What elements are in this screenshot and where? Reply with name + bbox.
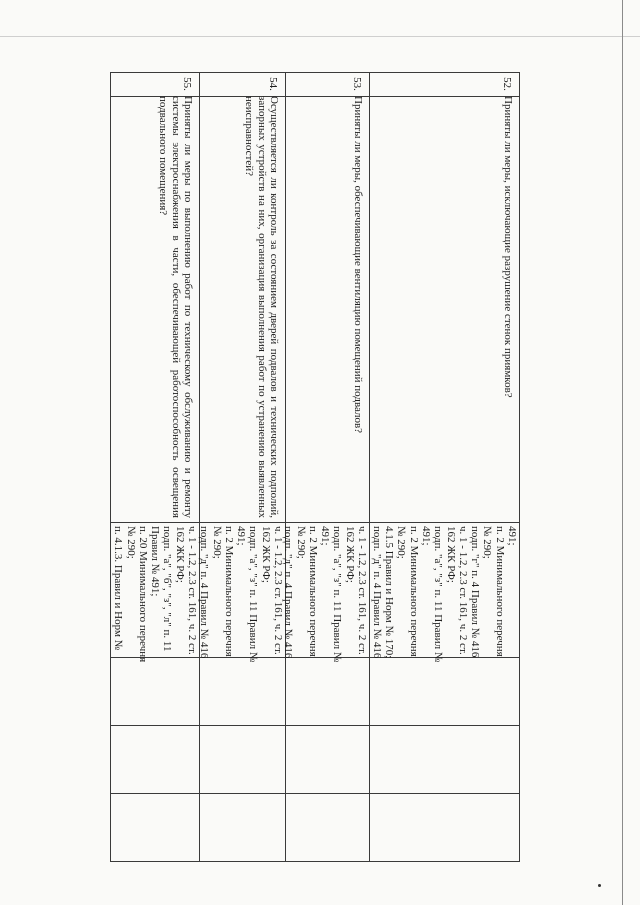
answer-cell: [200, 657, 286, 725]
ref-line: подп. "а", "з" п. 11 Правил №: [432, 526, 445, 663]
answer-cell: [370, 657, 520, 725]
ref-line: 491;: [506, 526, 518, 546]
ref-line: подп. "а", "з" п. 11 Правил №: [247, 526, 260, 663]
ref-line: п. 2 Минимального перечня: [222, 526, 235, 657]
answer-cell: [200, 725, 286, 793]
ref-line: Правил № 491;: [149, 526, 162, 597]
page-margin-line: [622, 0, 623, 905]
ref-line: п. 4.1.3. Правил и Норм №: [112, 526, 125, 651]
ref-line: № 290;: [124, 526, 137, 559]
ref-line: ч. 1 - 1.2, 2.3 ст. 161, ч. 2 ст.: [456, 526, 469, 655]
ref-line: п. 2 Минимального перечня: [407, 526, 420, 657]
ref-line: 491;: [319, 526, 332, 546]
answer-cell: [370, 793, 520, 862]
ref-line: 162 ЖК РФ;: [173, 526, 186, 583]
ref-line: подп. "г" п. 4 Правил № 416: [469, 526, 482, 658]
row-legal-refs: [198, 522, 286, 663]
table-row: [111, 72, 200, 862]
ref-line: 4.1.5 Правил и Норм № 170;: [383, 526, 396, 659]
ref-line: № 290;: [395, 526, 408, 559]
answer-cell: [286, 657, 370, 725]
answer-cell: [370, 725, 520, 793]
ref-line: п. 20 Минимального перечня: [136, 526, 149, 663]
ref-line: подп. "а", "б", "з", "л" п. 11: [161, 526, 174, 652]
row-legal-refs: [111, 522, 200, 663]
ref-line: 491;: [419, 526, 432, 546]
ref-line: 491;: [235, 526, 248, 546]
ref-line: подп. "а", "з" п. 11 Правил №: [331, 526, 344, 663]
row-question: Приняты ли меры, исключающие разрушение стенок приямков?: [502, 96, 514, 398]
row-number: 53.: [351, 77, 363, 91]
answer-cell: [111, 725, 200, 793]
table-row: [282, 72, 370, 862]
row-number: 55.: [181, 77, 193, 91]
ref-line: 162 ЖК РФ;: [259, 526, 272, 583]
ref-line: п. 2 Минимального перечня: [306, 526, 319, 657]
ref-line: ч. 1 - 1.2, 2.3 ст. 161, ч. 2 ст.: [356, 526, 368, 655]
ref-line: ч. 1 - 1.2, 2.3 ст. 161, ч. 2 ст.: [272, 526, 284, 655]
answer-cell: [200, 793, 286, 862]
checklist-table: [110, 72, 520, 862]
answer-cell: [111, 657, 200, 725]
answer-cell: [286, 725, 370, 793]
ref-line: № 290;: [210, 526, 223, 559]
scan-edge-line: [0, 36, 640, 37]
table-row: [200, 72, 286, 862]
answer-cell: [286, 793, 370, 862]
row-question: Приняты ли меры по выполнению работ по техническому обслуживанию и ремонту системы электроснабжения в части, обеспечивающей работоспособность освещения подвального помещения?: [157, 96, 194, 518]
ref-line: 162 ЖК РФ;: [444, 526, 457, 583]
ref-line: № 290;: [481, 526, 494, 559]
row-question: Приняты ли меры, обеспечивающие вентиляцию помещений подвалов?: [352, 96, 364, 434]
row-number: 52.: [501, 77, 513, 91]
scan-speck: [598, 884, 601, 887]
row-legal-refs: [370, 522, 520, 663]
table-row: [370, 72, 520, 862]
ref-line: 162 ЖК РФ;: [343, 526, 356, 583]
row-question: Осуществляется ли контроль за состоянием дверей подвалов и технических подполий, запорных устройств на них, организация выполнения работ по устранению выявленных неисправностей?: [243, 96, 280, 518]
row-legal-refs: [282, 522, 370, 663]
ref-line: ч. 1 - 1.2, 2.3 ст. 161, ч. 2 ст.: [186, 526, 198, 655]
ref-line: подп. "д" п. 4 Правил № 416: [370, 526, 383, 659]
ref-line: п. 2 Минимального перечня: [493, 526, 506, 657]
ref-line: № 290;: [294, 526, 307, 559]
row-number: 54.: [267, 77, 279, 91]
rotated-checklist-table: [110, 72, 520, 862]
ref-line: подп. "д" п. 4 Правил № 416: [282, 526, 295, 659]
ref-line: подп. "д" п. 4 Правил № 416: [198, 526, 211, 659]
answer-cell: [111, 793, 200, 862]
